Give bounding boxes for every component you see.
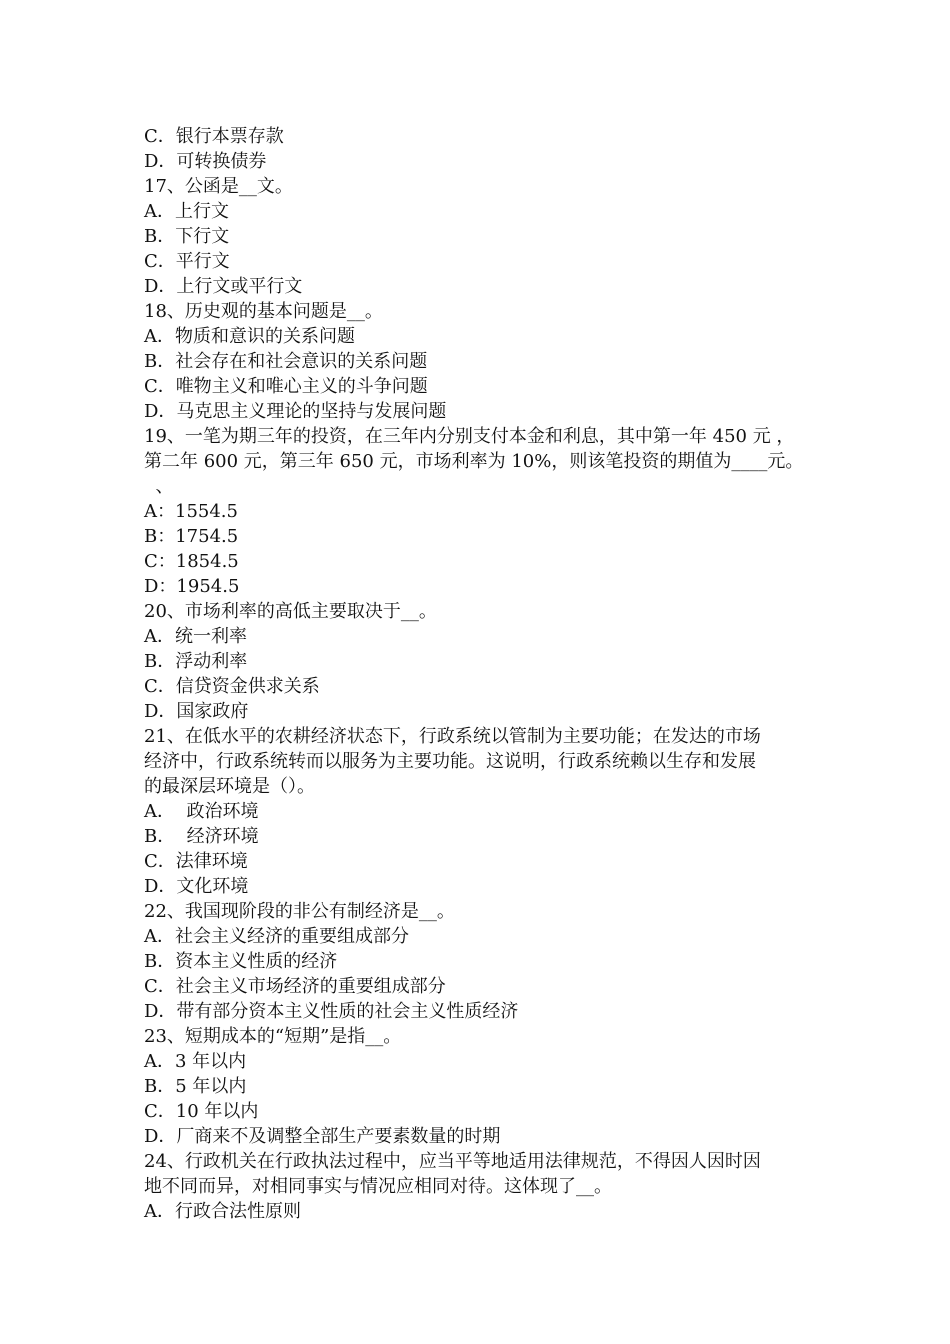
option-line: A．上行文 <box>144 201 229 222</box>
option-line: C．银行本票存款 <box>144 126 284 147</box>
option-line: B．浮动利率 <box>144 651 248 672</box>
question-line: 经济中，行政系统转而以服务为主要功能。这说明，行政系统赖以生存和发展 <box>144 751 756 772</box>
question-line: 23、短期成本的“短期”是指__。 <box>144 1026 402 1047</box>
document-body <box>144 124 824 1224</box>
option-line: A：1554.5 <box>144 501 238 522</box>
option-line: D．厂商来不及调整全部生产要素数量的时期 <box>144 1126 501 1147</box>
stray-mark-line: 、 <box>144 476 174 497</box>
option-line: B．5 年以内 <box>144 1076 247 1097</box>
option-line: C．唯物主义和唯心主义的斗争问题 <box>144 376 428 397</box>
question-line: 18、历史观的基本问题是__。 <box>144 301 383 322</box>
option-line: D．带有部分资本主义性质的社会主义性质经济 <box>144 1001 519 1022</box>
option-line: A．3 年以内 <box>144 1051 247 1072</box>
option-line: C．法律环境 <box>144 851 248 872</box>
question-line: 20、市场利率的高低主要取决于__。 <box>144 601 437 622</box>
option-line: A．社会主义经济的重要组成部分 <box>144 926 409 947</box>
option-line: C．平行文 <box>144 251 230 272</box>
option-line: C．社会主义市场经济的重要组成部分 <box>144 976 446 997</box>
option-line: C：1854.5 <box>144 551 239 572</box>
question-line: 22、我国现阶段的非公有制经济是__。 <box>144 901 455 922</box>
option-line: A．行政合法性原则 <box>144 1201 301 1222</box>
option-line: C．10 年以内 <box>144 1101 259 1122</box>
option-line: D．可转换债券 <box>144 151 267 172</box>
question-line: 21、在低水平的农耕经济状态下，行政系统以管制为主要功能；在发达的市场 <box>144 726 761 747</box>
option-line: C．信贷资金供求关系 <box>144 676 320 697</box>
question-line: 24、行政机关在行政执法过程中，应当平等地适用法律规范，不得因人因时因 <box>144 1151 761 1172</box>
question-line: 的最深层环境是（）。 <box>144 776 315 797</box>
option-line: A． 政治环境 <box>144 801 259 822</box>
option-line: B．下行文 <box>144 226 230 247</box>
option-line: B． 经济环境 <box>144 826 259 847</box>
option-line: B：1754.5 <box>144 526 239 547</box>
option-line: D．文化环境 <box>144 876 249 897</box>
question-line: 地不同而异，对相同事实与情况应相同对待。这体现了__。 <box>144 1176 612 1197</box>
option-line: B．资本主义性质的经济 <box>144 951 338 972</box>
option-line: A．物质和意识的关系问题 <box>144 326 355 347</box>
option-line: D：1954.5 <box>144 576 240 597</box>
option-line: B．社会存在和社会意识的关系问题 <box>144 351 428 372</box>
option-line: D．马克思主义理论的坚持与发展问题 <box>144 401 447 422</box>
option-line: D．上行文或平行文 <box>144 276 303 297</box>
question-line: 19、一笔为期三年的投资，在三年内分别支付本金和利息，其中第一年 450 元 ， <box>144 426 795 447</box>
question-line: 第二年 600 元，第三年 650 元，市场利率为 10%，则该笔投资的期值为____元。 <box>144 451 804 472</box>
option-line: A．统一利率 <box>144 626 247 647</box>
option-line: D．国家政府 <box>144 701 249 722</box>
question-line: 17、公函是__文。 <box>144 176 293 197</box>
